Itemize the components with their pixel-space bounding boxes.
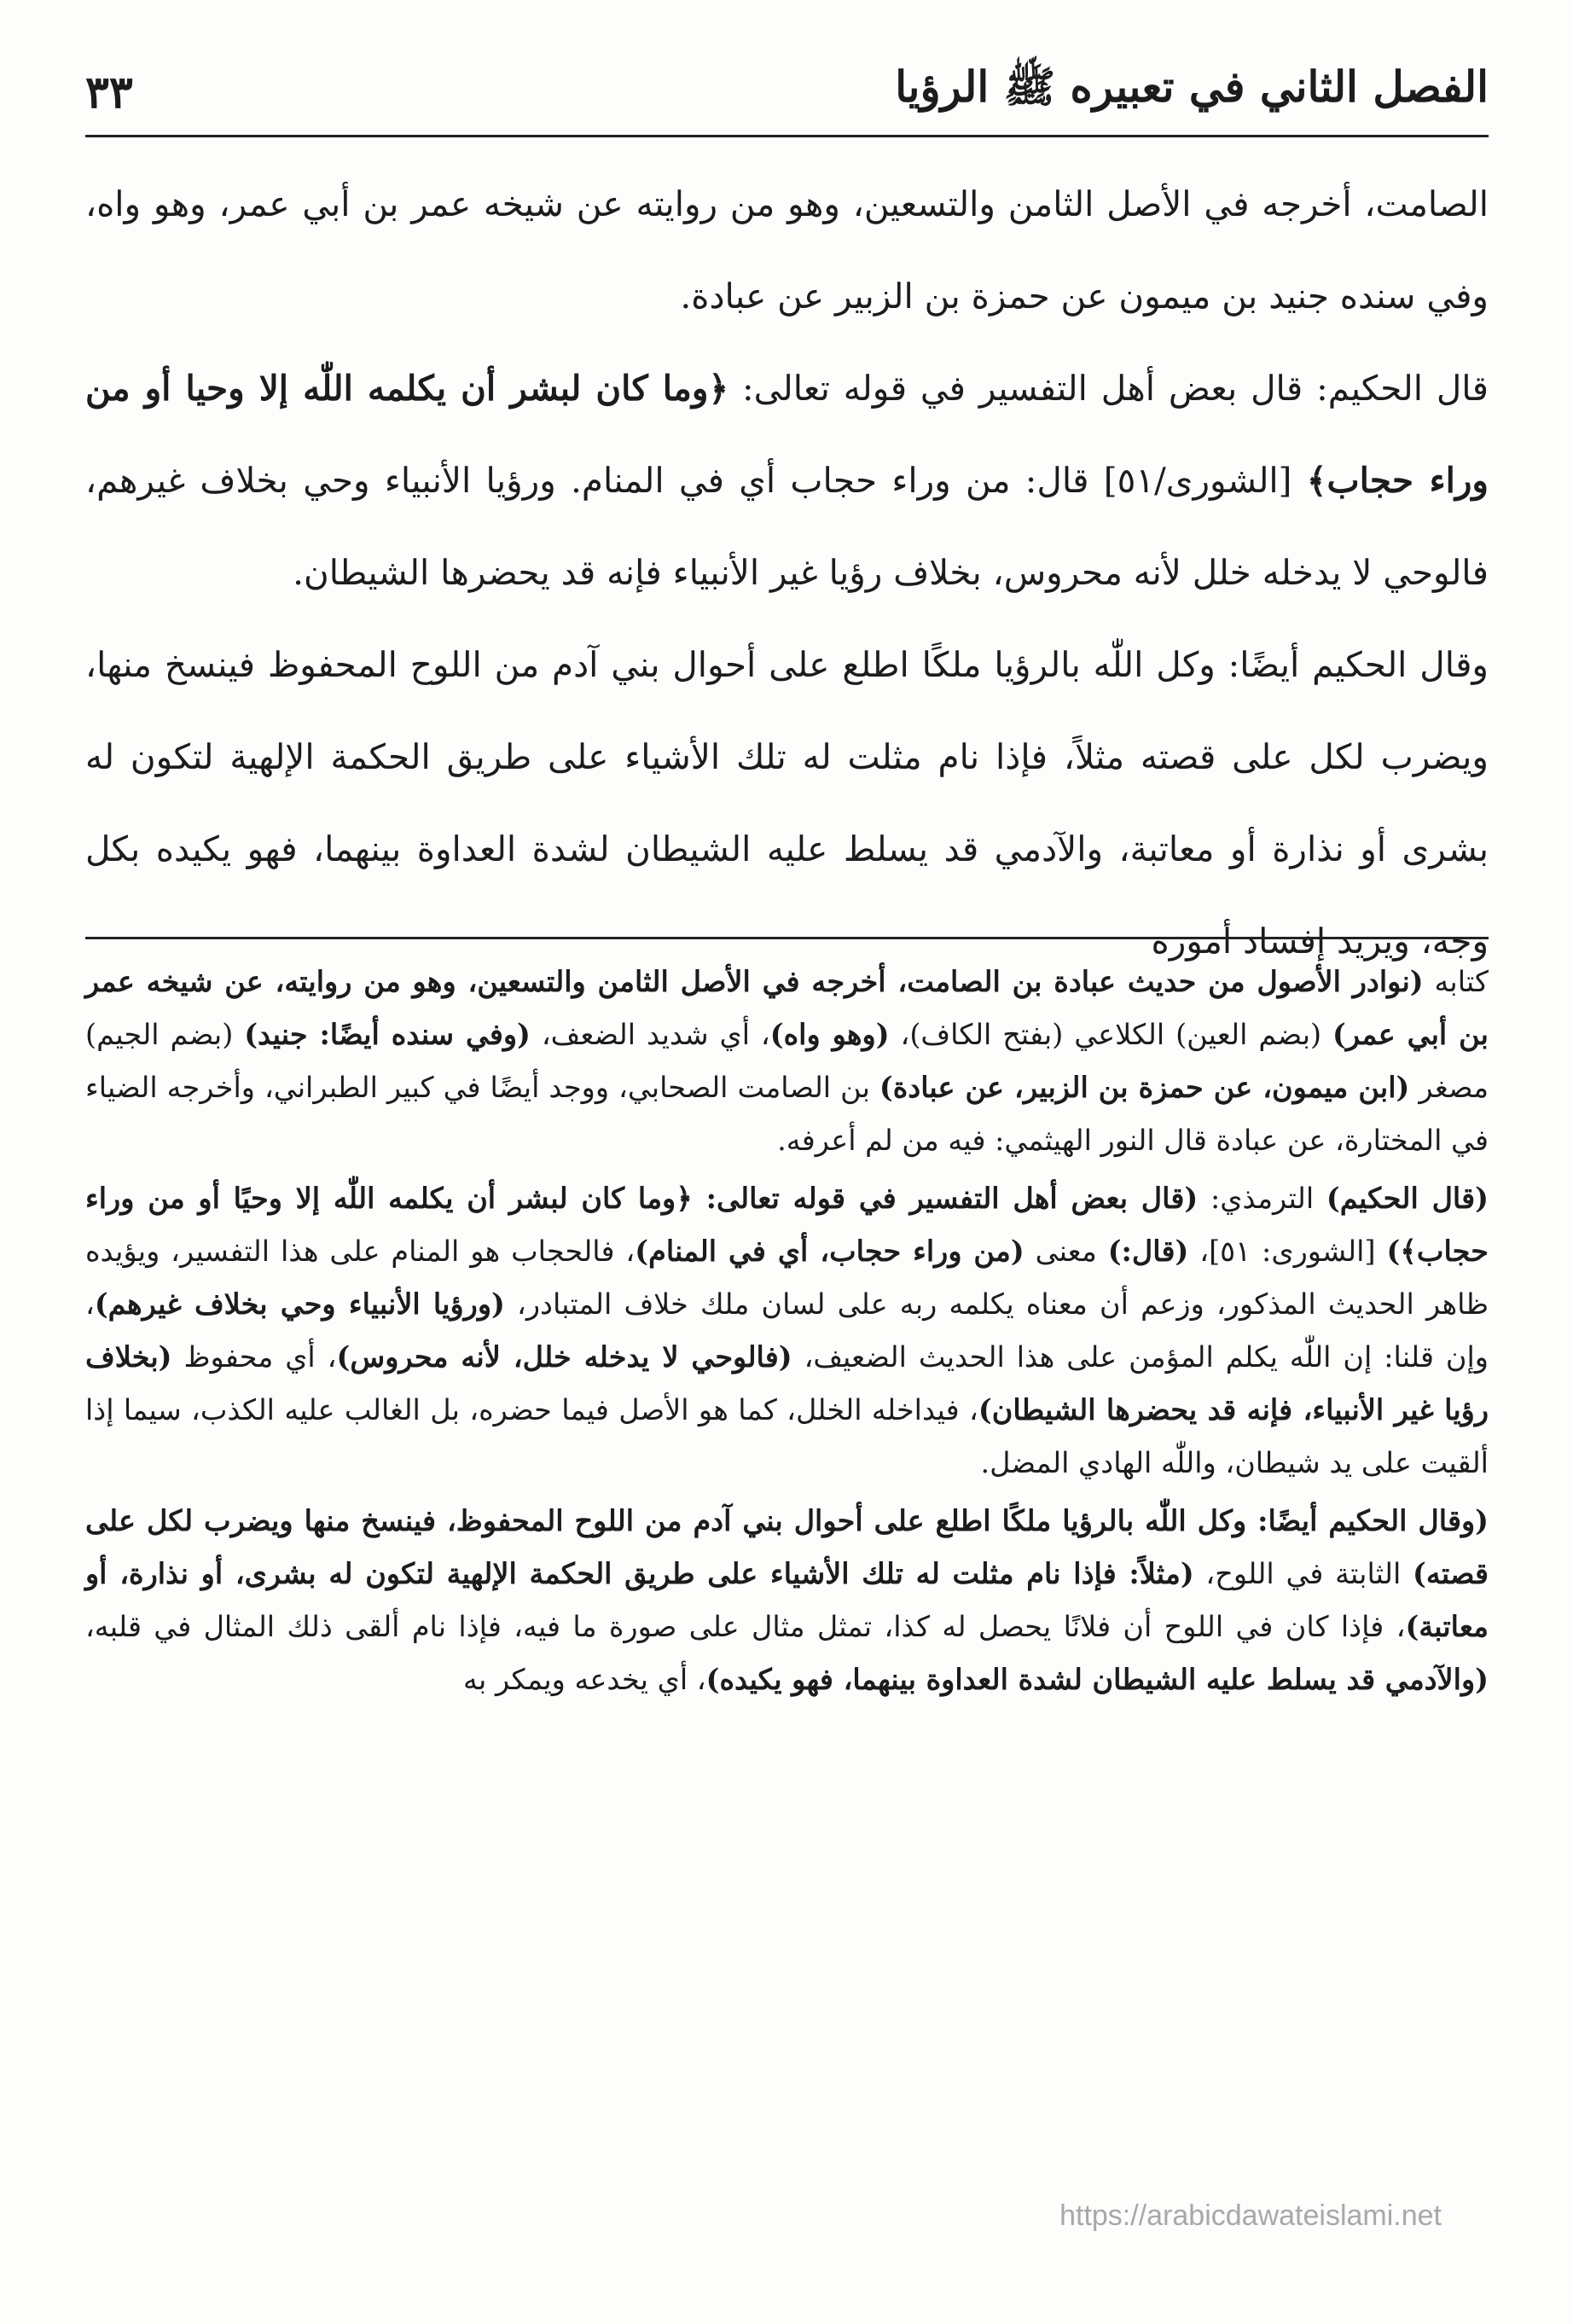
quoted-text: (بخلاف رؤيا غير الأنبياء، فإنه قد يحضرها الشيطان) [85,1340,1489,1426]
page-header [85,58,1489,126]
commentary-span: (بضم العين) الكلاعي (بفتح الكاف)، [889,1018,1333,1051]
commentary-span: ، فالحجاب هو المنام على هذا التفسير، ويؤيده ظاهر الحديث المذكور، وزعم أن معناه يكلمه ربه على لسان ملك خلاف المتبادر، [85,1235,1489,1321]
commentary-span: ، فيداخله الخلل، كما هو الأصل فيما حضره، بل الغالب عليه الكذب، سيما إذا ألقيت على يد شيطان، واللّٰه الهادي المضل. [85,1393,1489,1479]
commentary-span: كتابه [1423,965,1489,998]
footnote-separator [85,937,1489,939]
quoted-text: (ابن ميمون، عن حمزة بن الزبير، عن عبادة) [879,1071,1410,1104]
quoted-text: (قال بعض أهل التفسير في قوله تعالى: ﴿وما كان لبشر أن يكلمه اللّٰه إلا وحيًا أو من وراء حجاب﴾) [85,1182,1489,1268]
commentary-span: (بضم الجيم) مصغر [85,1018,1489,1104]
commentary-span: [الشورى: ٥١]، [1188,1235,1387,1268]
commentary-span: ، أي محفوظ [171,1340,337,1374]
quoted-text: (وهو واه) [769,1018,890,1051]
header-rule [85,135,1489,137]
quoted-text: (قال:) [1107,1235,1189,1268]
page-number: ٣٣ [85,66,133,119]
commentary-span: ، أي يخدعه ويمكر به [463,1663,706,1696]
commentary-paragraph [85,1172,1489,1490]
quoted-text: (وفي سنده أيضًا: جنيد) [244,1018,531,1051]
commentary-paragraph [85,1495,1489,1706]
main-paragraph: الصامت، أخرجه في الأصل الثامن والتسعين، وهو من روايته عن شيخه عمر بن أبي عمر، وهو واه، وفي سنده جنيد بن ميمون عن حمزة بن الزبير عن عبادة. [85,183,1489,317]
quoted-text: (فالوحي لا يدخله خلل، لأنه محروس) [336,1340,792,1374]
main-text [85,158,1489,987]
running-title: الفصل الثاني في تعبيره ﷺ الرؤيا [895,61,1489,112]
main-text-span: [الشورى/٥١] قال: من وراء حجاب أي في المنام. ورؤيا الأنبياء وحي بخلاف غيرهم، فالوحي لا يدخله خلل لأنه محروس، بخلاف رؤيا غير الأنبياء فإنه قد يحضرها الشيطان. [85,460,1489,593]
commentary-span: ، أي شديد الضعف، [530,1018,770,1051]
commentary [85,956,1489,1711]
quoted-text: (من وراء حجاب، أي في المنام) [635,1235,1024,1268]
quran-verse: ﴿وما كان لبشر أن يكلمه اللّٰه إلا وحيا أو من وراء حجاب﴾ [85,368,1489,501]
commentary-span: معنى [1024,1235,1108,1268]
main-paragraph: وقال الحكيم أيضًا: وكل اللّٰه بالرؤيا ملكًا اطلع على أحوال بني آدم من اللوح المحفوظ فينسخ منها، ويضرب لكل على قصته مثلاً، فإذا نام مثلت له تلك الأشياء على طريق الحكمة الإلهية لتكون له بشرى أو نذارة أو معاتبة، والآدمي قد يسلط عليه الشيطان لشدة العداوة بينهما، فهو يكيده بكل وجه، ويريد إفساد أموره [85,644,1489,962]
quoted-text: (والآدمي قد يسلط عليه الشيطان لشدة العداوة بينهما، فهو يكيده) [705,1663,1489,1696]
commentary-paragraph [85,956,1489,1167]
commentary-span: الثابتة في اللوح، [1193,1557,1413,1590]
quoted-text: (وقال الحكيم أيضًا: وكل اللّٰه بالرؤيا ملكًا اطلع على أحوال بني آدم من اللوح المحفوظ، فينسخ منها ويضرب لكل على قصته) [85,1504,1489,1590]
quoted-text: (نوادر الأصول من حديث عبادة بن الصامت، أخرجه في الأصل الثامن والتسعين، وهو من روايته، عن شيخه عمر بن أبي عمر) [85,965,1489,1051]
commentary-span: ، وإن قلنا: إن اللّٰه يكلم المؤمن على هذا الحديث الضعيف، [85,1287,1489,1374]
commentary-span: الترمذي: [1198,1182,1326,1215]
quoted-text: (قال الحكيم) [1326,1182,1489,1215]
main-text-span: قال الحكيم: قال بعض أهل التفسير في قوله تعالى: [728,368,1489,409]
quoted-text: (مثلاً: فإذا نام مثلت له تلك الأشياء على طريق الحكمة الإلهية لتكون له بشرى، أو نذارة، أو معاتبة) [85,1557,1489,1643]
commentary-span: بن الصامت الصحابي، ووجد أيضًا في كبير الطبراني، وأخرجه الضياء في المختارة، عن عبادة قال النور الهيثمي: فيه من لم أعرفه. [85,1071,1489,1157]
watermark-url: https://arabicdawateislami.net [1059,2199,1442,2232]
main-paragraph [85,342,1489,619]
commentary-span: ، فإذا كان في اللوح أن فلانًا يحصل له كذا، تمثل مثال على صورة ما فيه، فإذا نام ألقى ذلك المثال في قلبه، [85,1610,1406,1643]
quoted-text: (ورؤيا الأنبياء وحي بخلاف غيرهم) [94,1287,505,1321]
